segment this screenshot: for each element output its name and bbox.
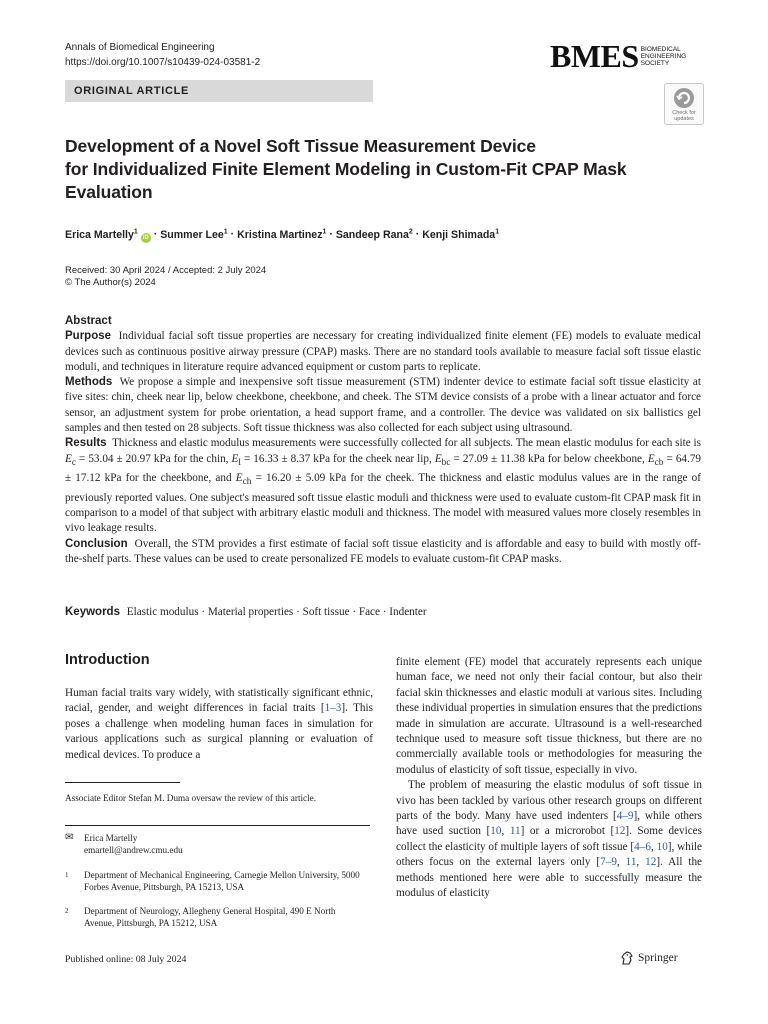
article-title: Development of a Novel Soft Tissue Measurement Device for Individualized Finite Element Modeling in Custom-Fit CPAP Mask Evaluation	[65, 136, 627, 202]
corresponding-email[interactable]: emartell@andrew.cmu.edu	[84, 845, 183, 855]
left-column	[65, 686, 373, 763]
footnote-divider	[65, 825, 370, 826]
citation-link[interactable]: 11	[509, 825, 521, 838]
citation-link[interactable]: 4–6	[634, 840, 651, 853]
journal-name: Annals of Biomedical Engineering	[65, 42, 215, 53]
abstract-results: Results Thickness and elastic modulus measurements were successfully collected for all subjects. The mean elastic modulus for each site is $E_c = 53.04 \pm 20.97$ kPa for the chin, $E_l = 16.33 \pm 8.37$ kPa for the cheek near lip, $E_{bc} = 27.09 \pm 11.38$ kPa for below cheekbone, $E_{cb} = 64.79 \pm 17.12$ kPa for the cheekbone, and $E_{ch} = 16.20 \pm 5.09$ kPa for the cheek. The thickness and elastic modulus values are in the range of previously reported values. One subject's measured soft tissue elastic moduli and thickness were used to evaluate custom-fit CPAP mask fit in comparison to a model of that subject with arbitrary elastic moduli and thickness. The model with measured values more closely resembles in vivo leakage results.	[65, 437, 702, 535]
intro-paragraph: Human facial traits vary widely, with statistically significant ethnic, racial, gender, and weight differences in facial traits [1–3]. This poses a challenge when modeling human faces in simulation for various applications such as surgical planning or evaluation of medical devices. To produce a	[65, 687, 373, 761]
doi-link[interactable]: https://doi.org/10.1007/s10439-024-03581-2	[65, 57, 261, 68]
keywords-label: Keywords	[65, 606, 120, 618]
author[interactable]: Sandeep Rana$^2$	[335, 228, 413, 241]
springer-name: Springer	[638, 952, 678, 964]
check-for-updates-badge[interactable]: Check for updates	[664, 83, 704, 125]
check-updates-icon	[673, 87, 695, 109]
introduction-heading: Introduction	[65, 652, 150, 668]
journal-header	[65, 40, 260, 70]
citation-link[interactable]: 10	[490, 825, 502, 838]
citation-link[interactable]: 4–9	[616, 810, 634, 823]
affiliation-2: 2 Department of Neurology, Allegheny General Hospital, 490 E North Avenue, Pittsburgh, PA 15212, USA	[65, 906, 336, 928]
springer-logo	[620, 951, 678, 965]
copyright: © The Author(s) 2024	[65, 277, 156, 288]
published-online: Published online: 08 July 2024	[65, 954, 187, 965]
corresponding-name: Erica Martelly	[84, 833, 138, 843]
abstract-methods: Methods We propose a simple and inexpensive soft tissue measurement (STM) indenter device to estimate facial soft tissue elasticity at five sites: chin, cheek near lip, below cheekbone, cheekbone, and cheek. The STM device consists of a probe with a linear actuator and force sensor, an adjustment system for probe orientation, a head support frame, and a controller. The device was validated on six ballistics gel samples and then tested on 28 subjects. Soft tissue thickness was also collected for each subject using ultrasound.	[65, 376, 701, 435]
author[interactable]: Erica Martelly$^1$	[65, 228, 138, 241]
intro-paragraph: The problem of measuring the elastic modulus of soft tissue in vivo has been tackled by various other research groups on different parts of the body. Many have used indenters [4–9], while others have used suction [10, 11] or a microrobot [12]. Some devices collect the elasticity of multiple layers of soft tissue [4–6, 10], while others focus on the external layers only [7–9, 11, 12]. All the methods mentioned here were able to successfully measure the modulus of elasticity	[396, 779, 703, 900]
citation-link[interactable]: 11	[625, 856, 637, 869]
received-accepted: Received: 30 April 2024 / Accepted: 2 July 2024	[65, 265, 267, 276]
citation-link[interactable]: 12	[645, 856, 657, 869]
bmes-logo-text: BMES	[550, 38, 639, 74]
editor-note: Associate Editor Stefan M. Duma oversaw the review of this article.	[65, 793, 317, 803]
abstract-heading: Abstract	[65, 315, 112, 327]
keywords	[65, 605, 701, 620]
orcid-icon[interactable]: iD	[142, 234, 149, 241]
article-dates	[65, 265, 266, 289]
author[interactable]: Kristina Martinez$^1$	[237, 228, 327, 241]
envelope-icon: ✉	[65, 832, 74, 843]
citation-link[interactable]: 12	[614, 825, 626, 838]
keywords-text: Elastic modulus · Material properties · Soft tissue · Face · Indenter	[126, 606, 427, 618]
citation-link[interactable]: 10	[656, 840, 668, 853]
author[interactable]: Kenji Shimada$^1$	[422, 228, 500, 241]
bmes-logo-subtitle: BIOMEDICAL ENGINEERING SOCIETY	[640, 45, 687, 67]
intro-paragraph: finite element (FE) model that accurately represents each unique human face, we need not only their facial contour, but also their facial skin thicknesses and elastic moduli at various sites. Including these individual properties in simulation ensures that the predictions made in simulation are accurate. Ultrasound is a well-researched technique used to measure soft tissue thickness, but there are no commercially available tools or methodologies for measuring the modulus of elasticity of soft tissue, especially in vivo.	[396, 656, 702, 776]
abstract-purpose: Purpose Individual facial soft tissue properties are necessary for creating individualized finite element (FE) models to evaluate medical devices such as continuous positive airway pressure (CPAP) masks. There are no standard tools available to measure facial soft tissue elastic moduli, and techniques in literature require advanced equipment or custom parts to replicate.	[65, 330, 701, 373]
author-list: Erica Martelly$^1$ iD · Summer Lee$^1$ · Kristina Martinez$^1$ · Sandeep Rana$^2$ · Kenji Shimada$^1$	[65, 228, 500, 241]
abstract	[65, 314, 701, 567]
footnote-divider	[65, 782, 180, 783]
abstract-conclusion: Conclusion Overall, the STM provides a first estimate of facial soft tissue elasticity and is affordable and easy to build with mostly off-the-shelf parts. These values can be used to create personalized FE models to evaluate custom-fit CPAP masks.	[65, 537, 702, 565]
bmes-logo	[550, 40, 686, 72]
right-column	[396, 655, 702, 902]
corresponding-author	[65, 832, 365, 856]
article-type-banner: ORIGINAL ARTICLE	[65, 80, 373, 102]
author[interactable]: Summer Lee$^1$	[160, 228, 228, 241]
citation-link[interactable]: 7–9	[600, 856, 617, 869]
citation-link[interactable]: 1–3	[324, 702, 342, 715]
affiliation-1: 1 Department of Mechanical Engineering, Carnegie Mellon University, 5000 Forbes Avenue, Pittsburgh, PA 15213, USA	[65, 870, 360, 892]
springer-horse-icon	[620, 951, 634, 965]
